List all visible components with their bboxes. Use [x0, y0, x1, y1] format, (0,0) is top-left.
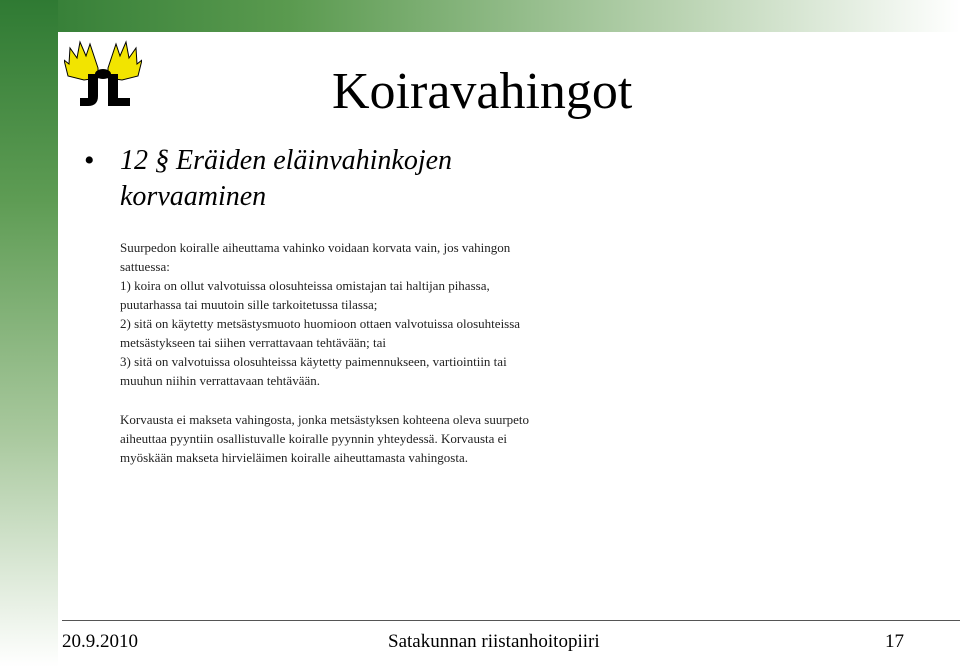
paragraph-item-3: 3) sitä on valvotuissa olosuhteissa käytetty paimennukseen, vartiointiin tai muuhun niihin verrattavaan tehtävään.	[120, 354, 507, 388]
footer-divider	[62, 620, 960, 621]
footer-organization: Satakunnan riistanhoitopiiri	[388, 631, 600, 652]
left-gradient-bar	[0, 0, 58, 667]
bullet-dot-icon: •	[84, 144, 95, 177]
footer-page-number: 17	[885, 631, 904, 652]
top-gradient-bar	[0, 0, 960, 32]
slide-title: Koiravahingot	[332, 63, 633, 120]
paragraph-exclusion: Korvausta ei makseta vahingosta, jonka metsästyksen kohteena oleva suurpeto aiheuttaa pyyntiin osallistuvalle koiralle pyynnin yhteydessä. Korvausta ei myöskään makseta hirvieläimen koiralle aiheuttamasta vahingosta.	[120, 412, 530, 465]
paragraph-item-1: 1) koira on ollut valvotuissa olosuhteissa omistajan tai haltijan pihassa, puutarhassa tai muutoin sille tarkoitetussa tilassa;	[120, 278, 490, 312]
paragraph-intro: Suurpedon koiralle aiheuttama vahinko voidaan korvata vain, jos vahingon sattuessa:	[120, 240, 511, 274]
section-heading: 12 § Eräiden eläinvahinkojen korvaaminen	[120, 145, 453, 212]
paragraph-item-2: 2) sitä on käytetty metsästysmuoto huomioon ottaen valvotuissa olosuhteissa metsästykseen tai siihen verrattavaan tehtävään; tai	[120, 316, 521, 350]
paragraph-gap	[120, 390, 540, 410]
slide-body	[120, 238, 540, 467]
footer-date: 20.9.2010	[62, 631, 138, 652]
moose-antler-logo-icon	[64, 38, 142, 108]
